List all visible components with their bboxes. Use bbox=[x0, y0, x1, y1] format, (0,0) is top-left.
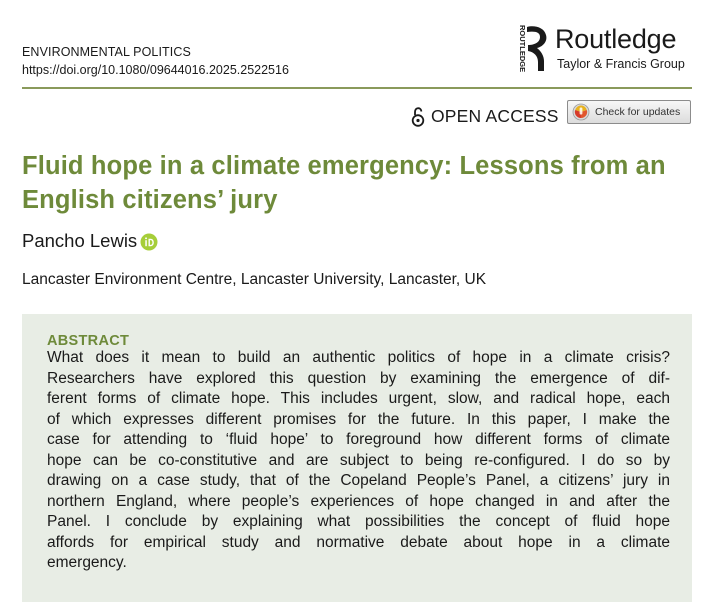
crossmark-icon bbox=[572, 103, 590, 121]
abstract-panel bbox=[22, 314, 692, 602]
abstract-line: What does it mean to build an authentic politics of hope in a climate crisis? bbox=[47, 349, 670, 366]
abstract-line: Researchers have explored this question by examining the emergence of dif- bbox=[47, 369, 670, 387]
publisher-logo[interactable] bbox=[511, 22, 691, 78]
routledge-vertical-wordmark bbox=[511, 24, 527, 74]
article-title: Fluid hope in a climate emergency: Lessons from an English citizens’ jury bbox=[22, 152, 666, 214]
abstract-line: Panel. I conclude by explaining what possibilities the concept of fluid hope bbox=[47, 513, 670, 530]
journal-info bbox=[22, 43, 289, 79]
abstract-line: affords for empirical study and normative debate about hope in a climate bbox=[47, 533, 670, 551]
abstract-text bbox=[47, 348, 670, 574]
abstract-line: case for attending to ‘fluid hope’ to foreground how different forms of climate bbox=[47, 431, 670, 448]
open-access-badge bbox=[411, 106, 559, 127]
publisher-name: Routledge bbox=[555, 24, 677, 54]
abstract-heading: ABSTRACT bbox=[47, 333, 130, 349]
abstract-line: ferent forms of climate hope. This includes urgent, slow, and radical hope, each bbox=[47, 390, 670, 407]
publisher-group: Taylor & Francis Group bbox=[557, 57, 685, 71]
abstract-line: hope can be co-constitutive and are subject to being re-configured. I do so by bbox=[47, 451, 670, 469]
abstract-line: of which expresses different promises for the future. In this paper, I make the bbox=[47, 410, 670, 428]
abstract-line: drawing on a case study, that of the Copeland People’s Panel, a citizens’ jury in bbox=[47, 472, 670, 489]
author-affiliation: Lancaster Environment Centre, Lancaster University, Lancaster, UK bbox=[22, 271, 487, 288]
author-line bbox=[22, 230, 158, 252]
routledge-head-icon bbox=[524, 25, 550, 73]
author-name[interactable]: Pancho Lewis bbox=[22, 230, 138, 251]
open-access-label: OPEN ACCESS bbox=[431, 106, 559, 126]
check-for-updates-label: Check for updates bbox=[595, 106, 681, 118]
doi-link[interactable]: https://doi.org/10.1080/09644016.2025.2522516 bbox=[22, 63, 289, 77]
vertical-logo-text: ROUTLEDGE bbox=[518, 25, 527, 73]
check-for-updates-button[interactable] bbox=[567, 100, 691, 124]
abstract-line: northern England, where people’s experiences of hope changed in and after the bbox=[47, 492, 670, 510]
abstract-line: emergency. bbox=[47, 554, 127, 571]
journal-name: ENVIRONMENTAL POLITICS bbox=[22, 45, 191, 59]
open-lock-icon bbox=[411, 107, 425, 127]
orcid-icon[interactable] bbox=[140, 233, 158, 251]
header-divider bbox=[22, 87, 692, 89]
